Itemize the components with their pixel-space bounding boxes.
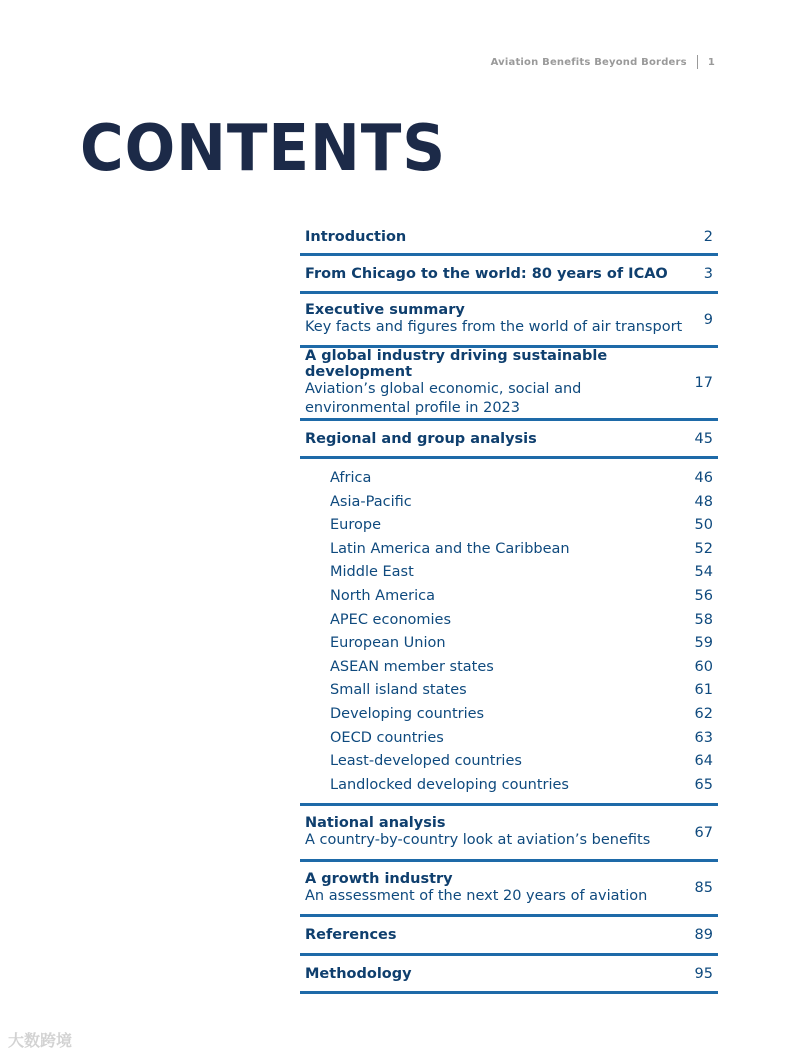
- document-title: Aviation Benefits Beyond Borders: [490, 56, 687, 68]
- page-number: 1: [707, 56, 715, 68]
- toc-page: 67: [694, 824, 713, 841]
- subentry-label: OECD countries: [330, 729, 444, 746]
- toc-entry-executive-summary[interactable]: [300, 294, 718, 348]
- toc-subentry[interactable]: [300, 656, 718, 680]
- toc-entry-introduction[interactable]: [300, 220, 718, 256]
- toc-subentry[interactable]: [300, 514, 718, 538]
- subentry-page: 46: [694, 470, 713, 486]
- subentry-label: APEC economies: [330, 611, 452, 628]
- subentry-page: 59: [694, 635, 713, 652]
- subentry-page: 64: [694, 753, 713, 770]
- toc-subtitle: Aviation’s global economic, social and environmental profile in 2023: [305, 381, 582, 416]
- subentry-page: 54: [694, 564, 713, 581]
- toc-entry-regional-analysis[interactable]: [300, 421, 718, 459]
- toc-subtitle: An assessment of the next 20 years of aviation: [305, 887, 648, 904]
- toc-subentry[interactable]: [300, 561, 718, 585]
- subentry-label: Small island states: [330, 682, 467, 699]
- toc-heading: A growth industry: [305, 870, 453, 887]
- toc-entry-global-industry[interactable]: [300, 348, 718, 421]
- toc-heading: A global industry driving sustainable development: [305, 348, 608, 380]
- subentry-page: 63: [694, 729, 713, 746]
- toc-subentry[interactable]: [300, 703, 718, 727]
- toc-heading: Introduction: [305, 228, 407, 245]
- subentry-page: 60: [694, 658, 713, 675]
- toc-heading: Methodology: [305, 965, 412, 982]
- toc-subtitle: A country-by-country look at aviation’s benefits: [305, 832, 651, 849]
- toc-page: 17: [694, 375, 713, 391]
- toc-page: 2: [703, 228, 713, 245]
- subentry-label: ASEAN member states: [330, 658, 494, 675]
- table-of-contents: [300, 220, 718, 994]
- subentry-label: Developing countries: [330, 705, 485, 722]
- toc-page: 3: [703, 265, 713, 282]
- regional-subsection-list: [300, 459, 718, 806]
- toc-entry-methodology[interactable]: [300, 956, 718, 994]
- subentry-label: Africa: [330, 470, 372, 486]
- toc-entry-references[interactable]: [300, 917, 718, 956]
- toc-page: 85: [694, 880, 713, 897]
- subentry-label: Europe: [330, 517, 381, 534]
- toc-subtitle: Key facts and figures from the world of air transport: [305, 319, 683, 335]
- toc-subentry[interactable]: [300, 491, 718, 515]
- toc-page: 95: [694, 965, 713, 982]
- toc-subentry[interactable]: [300, 679, 718, 703]
- subentry-label: Least-developed countries: [330, 753, 522, 770]
- running-header: [491, 55, 715, 69]
- toc-subentry[interactable]: [300, 727, 718, 751]
- subentry-page: 50: [694, 517, 713, 534]
- toc-subentry[interactable]: [300, 585, 718, 609]
- toc-entry-icao[interactable]: [300, 256, 718, 294]
- toc-entry-national-analysis[interactable]: [300, 806, 718, 862]
- subentry-label: North America: [330, 587, 435, 604]
- watermark-logo: 大数跨境: [8, 1031, 73, 1050]
- toc-heading: From Chicago to the world: 80 years of ICAO: [305, 265, 668, 282]
- subentry-page: 52: [694, 540, 713, 557]
- subentry-label: European Union: [330, 635, 446, 652]
- subentry-label: Landlocked developing countries: [330, 776, 569, 793]
- subentry-page: 56: [694, 587, 713, 604]
- subentry-label: Asia-Pacific: [330, 493, 412, 510]
- subentry-page: 61: [694, 682, 713, 699]
- toc-subentry[interactable]: [300, 750, 718, 774]
- header-divider: [697, 55, 698, 69]
- subentry-label: Middle East: [330, 564, 414, 581]
- toc-page: 89: [694, 927, 713, 944]
- toc-subentry[interactable]: [300, 609, 718, 633]
- toc-page: 45: [694, 430, 713, 447]
- toc-subentry[interactable]: [300, 467, 718, 491]
- subentry-label: Latin America and the Caribbean: [330, 540, 570, 557]
- toc-subentry[interactable]: [300, 632, 718, 656]
- subentry-page: 65: [694, 776, 713, 793]
- toc-subentry[interactable]: [300, 774, 718, 798]
- subentry-page: 48: [694, 493, 713, 510]
- toc-heading: National analysis: [305, 815, 446, 832]
- toc-heading: Executive summary: [305, 302, 465, 318]
- toc-heading: Regional and group analysis: [305, 430, 537, 447]
- subentry-page: 58: [694, 611, 713, 628]
- toc-entry-growth-industry[interactable]: [300, 862, 718, 917]
- toc-page: 9: [703, 311, 713, 328]
- page-title: CONTENTS: [80, 112, 447, 186]
- toc-subentry[interactable]: [300, 538, 718, 562]
- toc-heading: References: [305, 927, 397, 944]
- subentry-page: 62: [694, 705, 713, 722]
